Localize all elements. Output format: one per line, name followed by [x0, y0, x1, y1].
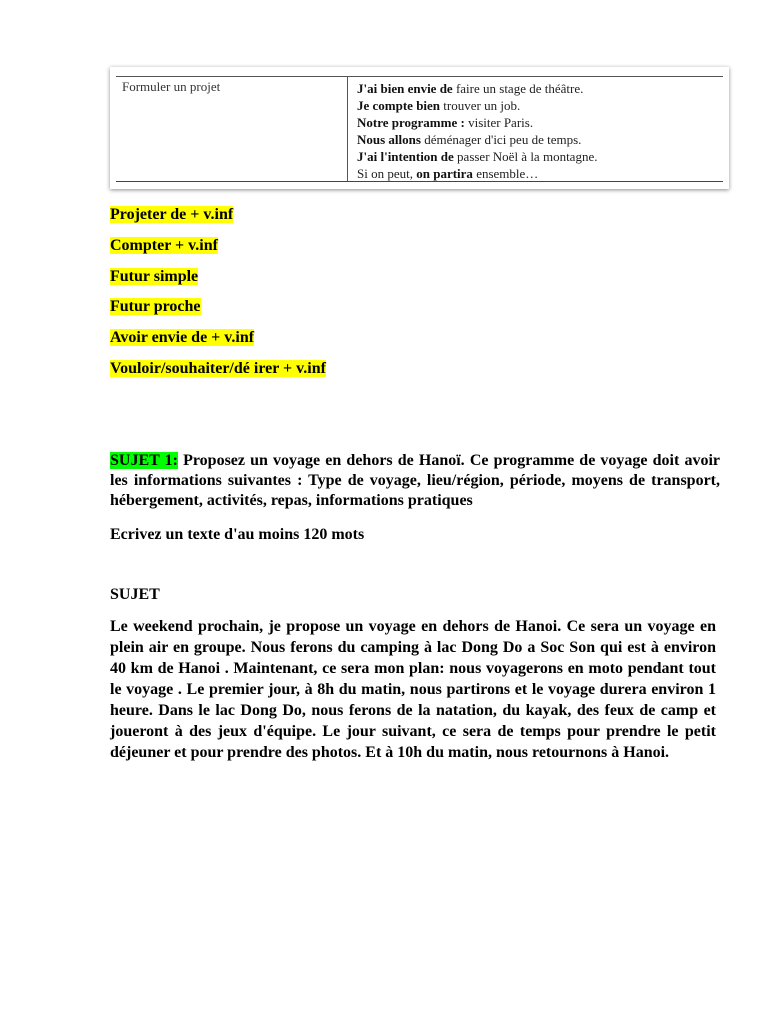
- expression-item: Vouloir/souhaiter/dé irer + v.inf: [110, 360, 326, 377]
- expression-item: Avoir envie de + v.inf: [110, 329, 255, 346]
- response-text: Le weekend prochain, je propose un voyage en dehors de Hanoi. Ce sera un voyage en plein air en groupe. Nous ferons du camping à lac Dong Do a Soc Son qui est à environ 40 km de Hanoi . Maintenant, ce sera mon plan: nous voyagerons en moto pendant tout le voyage . Le premier jour, à 8h du matin, nous partirons et le voyage durera environ 1 heure. Dans le lac Dong Do, nous ferons de la natation, du kayak, des feux de camp et joueront à des jeux d'équipe. Le jour suivant, ce sera de temps pour prendre le petit déjeuner et pour prendre des photos. Et à 10h du matin, nous retournons à Hanoi.: [110, 618, 716, 761]
- phrase-row: Si on peut, on partira ensemble…: [357, 166, 539, 181]
- instruction: Ecrivez un texte d'au moins 120 mots: [110, 526, 365, 543]
- phrase-row: Nous allons déménager d'ici peu de temps.: [357, 132, 582, 147]
- sujet1-label: SUJET 1:: [110, 452, 178, 469]
- table-top-rule: [116, 76, 723, 77]
- table-bottom-rule: [116, 181, 723, 182]
- sujet1-text: Proposez un voyage en dehors de Hanoï. Ce programme de voyage doit avoir les informations suivantes : Type de voyage, lieu/région, période, moyens de transport, hébergement, activités, repas, informations pratiques: [110, 452, 720, 509]
- phrase-row: J'ai bien envie de faire un stage de théâtre.: [357, 81, 584, 96]
- sujet-heading: SUJET: [110, 586, 160, 603]
- table-phrases: [357, 80, 597, 182]
- table-label: Formuler un projet: [122, 79, 221, 94]
- table-column-divider: [347, 77, 348, 181]
- sujet1-prompt: [110, 451, 720, 511]
- phrase-row: J'ai l'intention de passer Noël à la montagne.: [357, 149, 598, 164]
- phrase-table-image: [110, 67, 729, 189]
- expression-item: Futur proche: [110, 298, 201, 315]
- phrase-row: Je compte bien trouver un job.: [357, 98, 521, 113]
- expression-item: Projeter de + v.inf: [110, 206, 234, 223]
- phrase-row: Notre programme : visiter Paris.: [357, 115, 534, 130]
- expression-item: Futur simple: [110, 268, 199, 285]
- expression-item: Compter + v.inf: [110, 237, 218, 254]
